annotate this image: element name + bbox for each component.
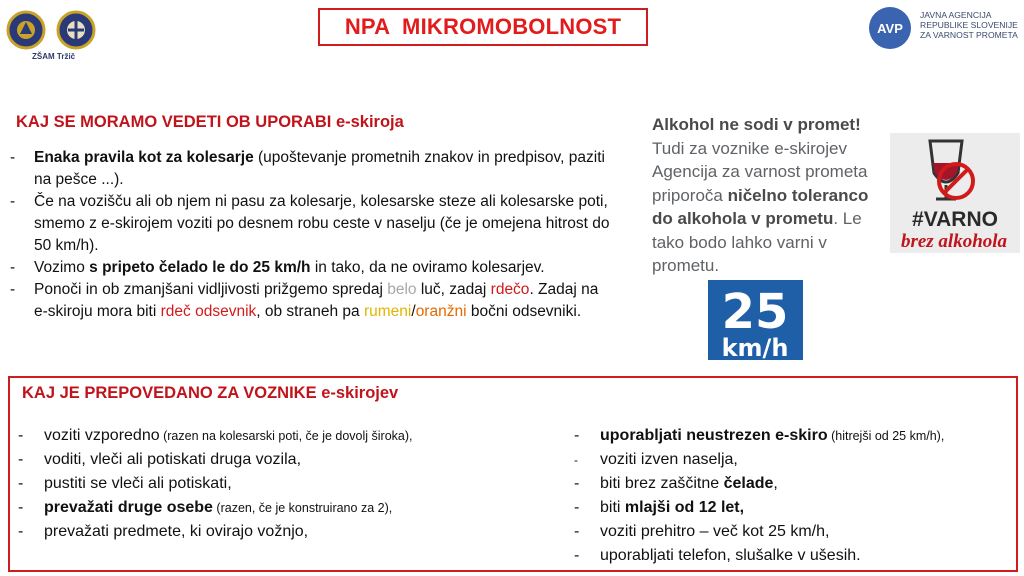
section1-heading: KAJ SE MORAMO VEDETI OB UPORABI e-skiroja	[16, 113, 404, 131]
badge-hashtag: #VARNO	[912, 208, 998, 231]
item-text: voziti izven naselja,	[600, 451, 738, 468]
item-text: Vozimo	[34, 259, 90, 276]
list-item: - uporabljati telefon, slušalke v ušesih.	[574, 544, 944, 568]
speed-unit: km/h	[721, 334, 789, 360]
item-text: prevažati predmete, ki ovirajo vožnjo,	[44, 523, 309, 540]
speed-number: 25	[721, 284, 789, 340]
list-item: - biti mlajši od 12 let,	[574, 499, 745, 516]
page-title: NPA MIKROMOBOLNOST	[344, 14, 622, 39]
item-text: pustiti se vleči ali potiskati,	[44, 475, 232, 492]
prohibited-list-right	[574, 424, 944, 568]
list-item: - Enaka pravila kot za kolesarje (upoštevanje prometnih znakov in predpisov, paziti na pešce ...).	[10, 149, 605, 188]
item-text: in tako, da ne oviramo kolesarjev.	[310, 259, 545, 276]
list-item: - prevažati predmete, ki ovirajo vožnjo,	[18, 520, 413, 544]
item-text: luč, zadaj	[416, 281, 491, 298]
item-text: (upoštevanje prometnih znakov in predpisov, paziti na pešce ...).	[34, 149, 605, 188]
title-box	[318, 8, 648, 46]
item-note: (razen, če je konstruirano za 2),	[212, 501, 393, 515]
item-text: biti brez zaščitne	[600, 475, 724, 492]
white-word: belo	[387, 281, 417, 298]
item-bold: čelade	[723, 475, 774, 492]
no-alcohol-icon	[890, 133, 1020, 253]
alcohol-bold: Alkohol ne sodi v promet!	[652, 115, 861, 134]
item-text: , ob straneh pa	[256, 303, 364, 320]
alcohol-text: . Le tako bodo lahko varni v prometu.	[652, 209, 862, 275]
item-note: (razen na kolesarski poti, če je dovolj široka),	[159, 429, 413, 443]
agency-line: ZA VARNOST PROMETA	[920, 30, 1018, 40]
item-text: /	[411, 303, 416, 320]
list-item: - prevažati druge osebe (razen, če je konstruirano za 2),	[18, 499, 393, 516]
list-item: - voziti izven naselja,	[574, 448, 944, 472]
speed-sign	[708, 280, 803, 360]
orange-word: oranžni	[415, 303, 467, 320]
item-text: . Zadaj na e-skiroju mora biti	[34, 281, 599, 320]
item-bold: uporabljati neustrezen e-skiro	[600, 427, 828, 444]
badge-subtitle: brez alkohola	[900, 231, 1008, 252]
speed-limit-icon	[708, 280, 803, 360]
agency-logo-icon	[868, 6, 912, 50]
list-item: - biti brez zaščitne čelade,	[574, 475, 778, 492]
left-logo-caption: ZŠAM Tržič	[32, 52, 76, 61]
item-text: Ponoči in ob zmanjšani vidljivosti prižgemo spredaj	[34, 281, 388, 298]
list-item: - uporabljati neustrezen e-skiro (hitrejši od 25 km/h),	[574, 427, 945, 444]
section2-heading: KAJ JE PREPOVEDANO ZA VOZNIKE e-skirojev	[22, 384, 399, 402]
item-text: bočni odsevniki.	[466, 303, 582, 320]
item-text: biti	[600, 499, 625, 516]
prohibited-list-left	[18, 424, 413, 544]
agency-line: JAVNA AGENCIJA	[920, 10, 992, 20]
list-item: - Vozimo s pripeto čelado le do 25 km/h in tako, da ne oviramo kolesarjev.	[10, 259, 545, 276]
yellow-word: rumeni	[363, 303, 412, 320]
item-bold: mlajši od 12 let,	[624, 499, 745, 516]
agency-name	[920, 10, 1018, 40]
list-item: - voditi, vleči ali potiskati druga vozila,	[18, 448, 413, 472]
alcohol-info	[652, 113, 892, 278]
emblem-icon	[6, 8, 46, 52]
item-bold: prevažati druge osebe	[44, 499, 213, 516]
item-text: uporabljati telefon, slušalke v ušesih.	[600, 547, 861, 564]
varno-badge	[890, 133, 1020, 253]
item-text: voditi, vleči ali potiskati druga vozila,	[44, 451, 302, 468]
list-item: - Če na vozišču ali ob njem ni pasu za kolesarje, kolesarske steze ali kolesarske poti, smemo z e-skirojem voziti po desnem robu ceste v naselju (če je omejena hitrost do 50 km/h).	[10, 191, 610, 257]
agency-mark: AVP	[877, 21, 903, 36]
rules-list	[10, 147, 610, 323]
item-text: voziti prehitro – več kot 25 km/h,	[600, 523, 830, 540]
item-text: Če na vozišču ali ob njem ni pasu za kolesarje, kolesarske steze ali kolesarske poti, smemo z e-skirojem voziti po desnem robu ceste v naselju (če je omejena hitrost do 50 km/h).	[34, 193, 610, 254]
alcohol-bold: ničelno toleranco do alkohola v prometu	[652, 185, 869, 228]
item-bold: Enaka pravila kot za kolesarje	[34, 149, 254, 166]
alcohol-text: Tudi za voznike e-skirojev Agencija za varnost prometa priporoča	[652, 138, 868, 205]
emblem-icon	[56, 8, 96, 52]
red-reflector-word: rdeč odsevnik	[160, 303, 257, 320]
agency-line: REPUBLIKE SLOVENIJE	[920, 20, 1018, 30]
item-note: (hitrejši od 25 km/h),	[827, 429, 945, 443]
red-word: rdečo	[490, 281, 530, 298]
list-item: - pustiti se vleči ali potiskati,	[18, 472, 413, 496]
list-item: - Ponoči in ob zmanjšani vidljivosti prižgemo spredaj belo luč, zadaj rdečo. Zadaj na e-skiroju mora biti rdeč odsevnik, ob straneh pa rumeni/oranžni bočni odsevniki.	[10, 281, 599, 320]
item-text: voziti vzporedno	[44, 427, 160, 444]
item-bold: s pripeto čelado le do 25 km/h	[89, 259, 311, 276]
list-item: - voziti vzporedno (razen na kolesarski poti, če je dovolj široka),	[18, 427, 413, 444]
list-item: - voziti prehitro – več kot 25 km/h,	[574, 520, 944, 544]
item-text: ,	[773, 475, 778, 492]
